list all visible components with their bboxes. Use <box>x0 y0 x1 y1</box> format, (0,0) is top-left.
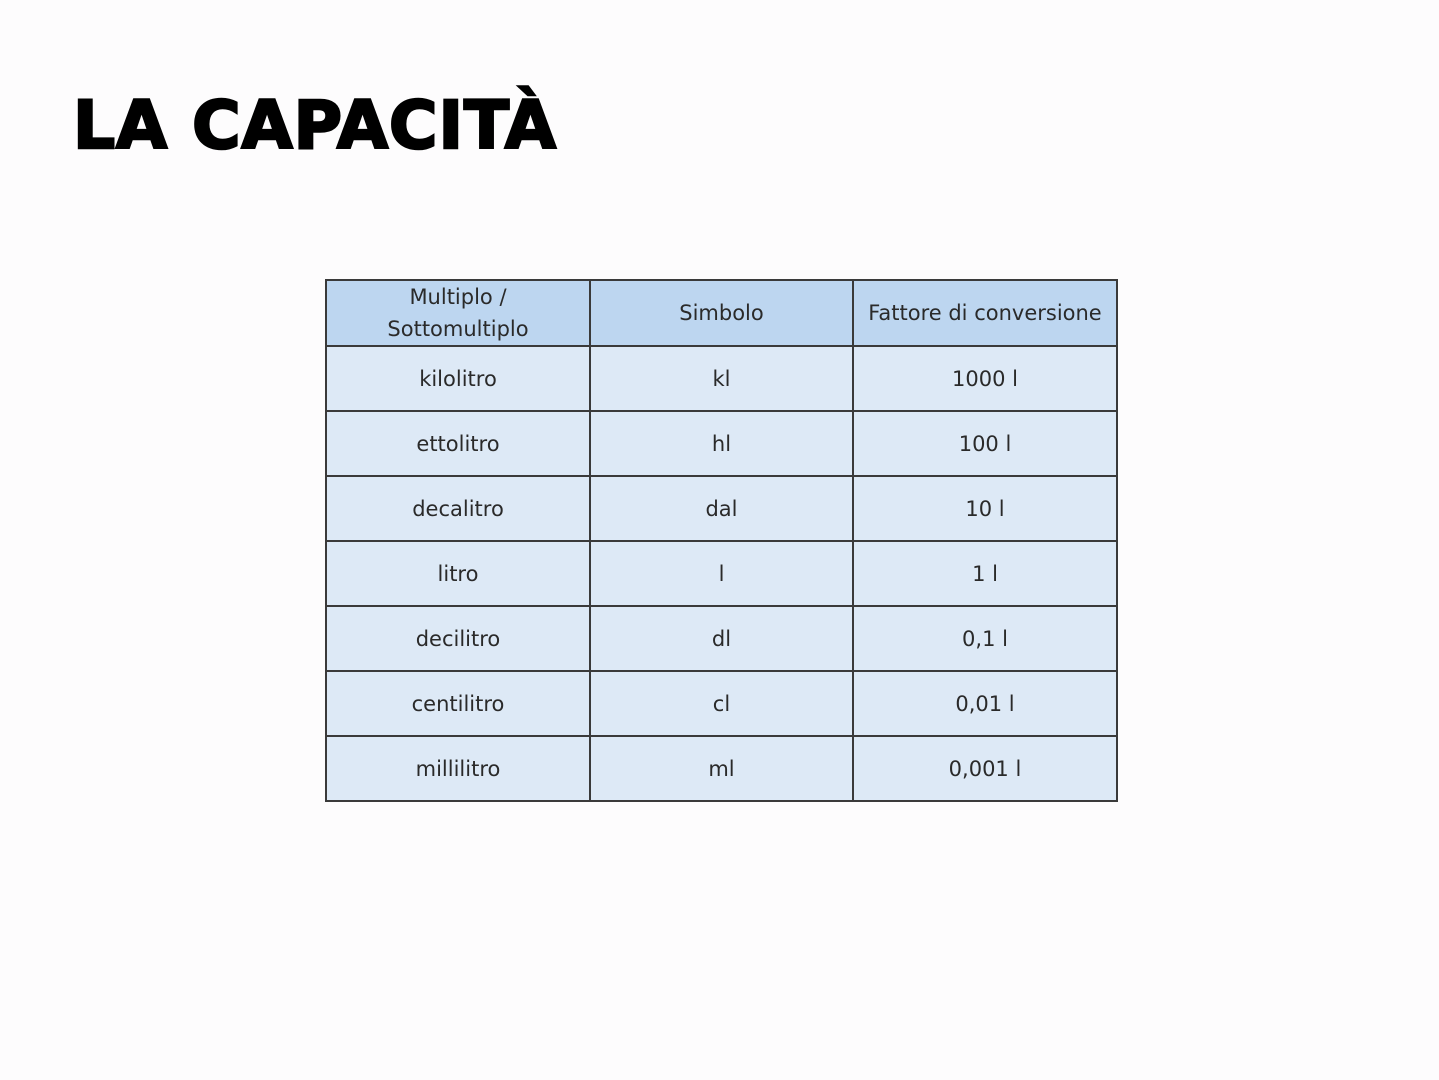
unit-name-cell: centilitro <box>326 671 590 736</box>
table-header-row <box>326 280 1117 346</box>
table-row <box>326 346 1117 411</box>
unit-symbol-cell: cl <box>590 671 853 736</box>
unit-name-cell: decalitro <box>326 476 590 541</box>
unit-symbol-cell: dl <box>590 606 853 671</box>
conversion-factor-cell: 1 l <box>853 541 1117 606</box>
unit-symbol-cell: dal <box>590 476 853 541</box>
conversion-factor-cell: 0,1 l <box>853 606 1117 671</box>
conversion-factor-cell: 1000 l <box>853 346 1117 411</box>
table-row <box>326 606 1117 671</box>
unit-symbol-cell: hl <box>590 411 853 476</box>
unit-symbol-cell: kl <box>590 346 853 411</box>
conversion-factor-cell: 100 l <box>853 411 1117 476</box>
header-multiple <box>326 280 590 346</box>
unit-name-cell: litro <box>326 541 590 606</box>
table-row <box>326 671 1117 736</box>
capacity-units-table <box>325 279 1118 802</box>
unit-symbol-cell: ml <box>590 736 853 801</box>
table-row <box>326 411 1117 476</box>
unit-name-cell: kilolitro <box>326 346 590 411</box>
header-factor: Fattore di conversione <box>853 280 1117 346</box>
unit-symbol-cell: l <box>590 541 853 606</box>
unit-name-cell: millilitro <box>326 736 590 801</box>
header-multiple-line1: Multiplo / <box>409 285 507 309</box>
unit-name-cell: decilitro <box>326 606 590 671</box>
conversion-factor-cell: 10 l <box>853 476 1117 541</box>
page-title: LA CAPACITÀ <box>73 87 557 164</box>
header-symbol: Simbolo <box>590 280 853 346</box>
header-multiple-line2: Sottomultiplo <box>387 317 529 341</box>
conversion-factor-cell: 0,01 l <box>853 671 1117 736</box>
table-row <box>326 541 1117 606</box>
conversion-factor-cell: 0,001 l <box>853 736 1117 801</box>
table-row <box>326 476 1117 541</box>
table-row <box>326 736 1117 801</box>
unit-name-cell: ettolitro <box>326 411 590 476</box>
